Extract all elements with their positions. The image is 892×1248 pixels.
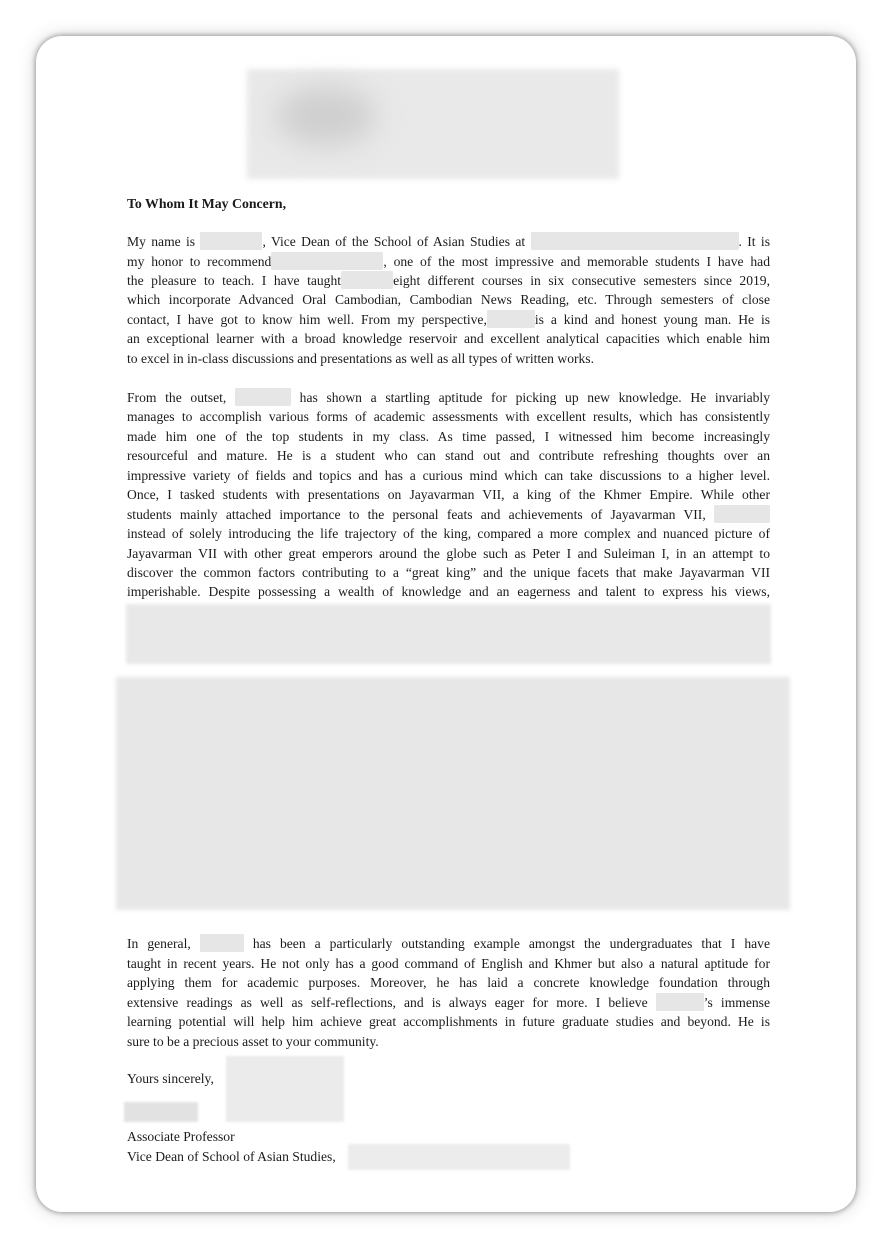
redacted-name: [200, 232, 262, 250]
redacted-signature: [226, 1056, 344, 1122]
letter-page: [36, 36, 856, 1212]
redacted-name: [656, 993, 704, 1011]
p3-line5: learning potential will help him achieve great accomplishments in future graduate studies and beyond. He is: [127, 1014, 770, 1029]
redacted-name: [714, 505, 770, 523]
redacted-name: [200, 934, 244, 952]
p3-line2: taught in recent years. He not only has a good command of English and Khmer but also a natural aptitude for: [127, 956, 770, 971]
p3-line3: applying them for academic purposes. Moreover, he has laid a concrete knowledge foundation through: [127, 975, 770, 990]
redacted-name: [341, 271, 393, 289]
p3-line1: In general, has been a particularly outstanding example amongst the undergraduates that I have: [127, 936, 771, 951]
signer-title: Associate Professor: [127, 1129, 235, 1144]
p2-line4: resourceful and mature. He is a student who can stand out and contribute refreshing thoughts over an: [127, 448, 770, 463]
redacted-university: [531, 232, 739, 250]
p1-line3: the pleasure to teach. I have taught eight different courses in six consecutive semesters since 2019,: [127, 273, 770, 288]
p3-line4: extensive readings as well as self-reflections, and is always eager for more. I believe ’s immense: [127, 995, 770, 1010]
p1-line2: my honor to recommend , one of the most impressive and memorable students I have had: [127, 254, 770, 269]
redacted-name: [487, 310, 535, 328]
p2-line9: Jayavarman VII with other great emperors around the globe such as Peter I and Suleiman I, in an attempt to: [127, 546, 770, 561]
p1-line4: which incorporate Advanced Oral Cambodian, Cambodian News Reading, etc. Through semesters of close: [127, 292, 770, 307]
redacted-logo: [276, 86, 376, 146]
p1-line1: My name is , Vice Dean of the School of Asian Studies at . It is: [127, 234, 770, 249]
signer-position: Vice Dean of School of Asian Studies,: [127, 1149, 336, 1164]
p2-line6: Once, I tasked students with presentations on Jayavarman VII, a king of the Khmer Empire. While other: [127, 487, 770, 502]
p3-line6: sure to be a precious asset to your community.: [127, 1034, 379, 1049]
p1-line6: an exceptional learner with a broad knowledge reservoir and excellent analytical capacities which enable him: [127, 331, 770, 346]
p2-line2: manages to accomplish various forms of academic assessments with excellent results, which has consistently: [127, 409, 770, 424]
redacted-text-block: [126, 604, 771, 664]
redacted-paragraph: [116, 677, 790, 910]
p2-line11: imperishable. Despite possessing a wealth of knowledge and an eagerness and talent to express his views,: [127, 584, 770, 599]
redacted-institution: [348, 1144, 570, 1170]
p2-line5: impressive variety of fields and topics and has a curious mind which can take discussions to a higher level.: [127, 468, 770, 483]
redacted-name: [235, 388, 291, 406]
p2-line7: students mainly attached importance to the personal feats and achievements of Jayavarman VII,: [127, 505, 770, 524]
p2-line10: discover the common factors contributing to a “great king” and the unique facets that make Jayavarman VII: [127, 565, 770, 580]
redacted-signer-name: [124, 1102, 198, 1122]
p1-line7: to excel in in-class discussions and presentations as well as all types of written works.: [127, 351, 594, 366]
closing: Yours sincerely,: [127, 1071, 214, 1086]
p2-line3: made him one of the top students in my class. As time passed, I witnessed him become increasingly: [127, 429, 770, 444]
p2-line8: instead of solely introducing the life trajectory of the king, compared a more complex and nuanced picture of: [127, 526, 770, 541]
redacted-student-name: [271, 252, 383, 270]
salutation: To Whom It May Concern,: [127, 196, 287, 211]
p2-line1: From the outset, has shown a startling aptitude for picking up new knowledge. He invariably: [127, 390, 771, 405]
p1-line5: contact, I have got to know him well. From my perspective, is a kind and honest young man. He is: [127, 312, 771, 327]
